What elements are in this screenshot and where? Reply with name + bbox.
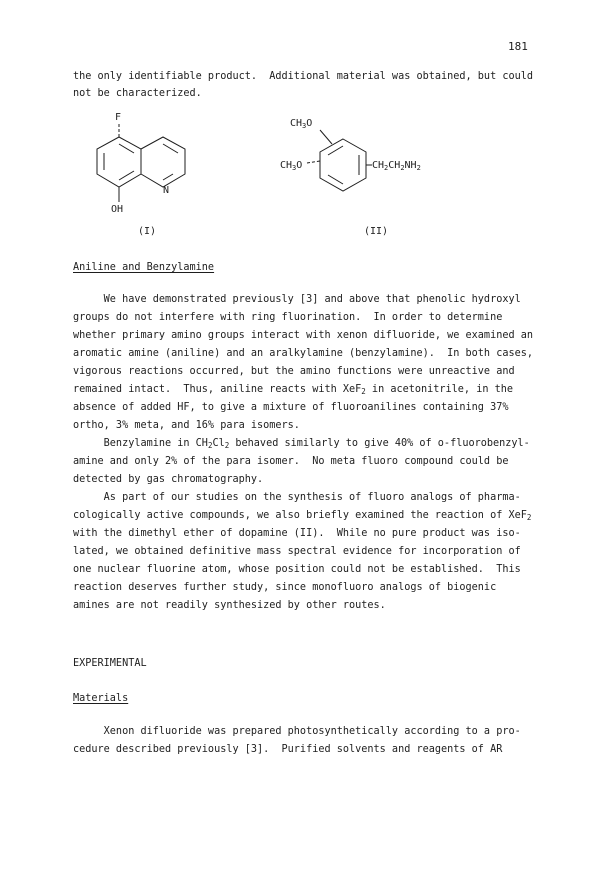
- section-heading-materials: Materials: [73, 693, 129, 704]
- text-line: cedure described previously [3]. Purified solvents and reagents of AR: [73, 744, 503, 755]
- text-line: one nuclear fluorine atom, whose position could not be established. This: [73, 564, 521, 575]
- text-line: aromatic amine (aniline) and an aralkylamine (benzylamine). In both cases,: [73, 348, 534, 359]
- section-heading-aniline: Aniline and Benzylamine: [73, 262, 215, 273]
- ring-nitrogen: N: [163, 185, 170, 196]
- text-line: Benzylamine in $CH_2Cl_2$ behaved similarly to give 40% of o-fluorobenzyl-: [73, 438, 530, 450]
- intro-line-1: the only identifiable product. Additional material was obtained, but could: [73, 71, 534, 82]
- text-line: with the dimethyl ether of dopamine (II). While no pure product was iso-: [73, 528, 521, 539]
- text-line: lated, we obtained definitive mass spectral evidence for incorporation of: [73, 546, 521, 557]
- hydroxyl-substituent: OH: [111, 204, 124, 215]
- text-line: amine and only 2% of the para isomer. No meta fluoro compound could be: [73, 456, 509, 467]
- text-line: absence of added HF, to give a mixture of fluoroanilines containing 37%: [73, 402, 509, 413]
- text-line: cologically active compounds, we also briefly examined the reaction of XeF$_2$: [73, 510, 532, 522]
- fluoro-substituent: F: [115, 112, 122, 123]
- text-line: Xenon difluoride was prepared photosynthetically according to a pro-: [73, 726, 521, 737]
- text-line: whether primary amino groups interact with xenon difluoride, we examined an: [73, 330, 534, 341]
- structure-ii-label: (II): [364, 226, 389, 237]
- section-heading-experimental: EXPERIMENTAL: [73, 658, 147, 669]
- text-line: vigorous reactions occurred, but the amino functions were unreactive and: [73, 366, 515, 377]
- text-line: We have demonstrated previously [3] and above that phenolic hydroxyl: [73, 294, 521, 305]
- structure-i: [90, 108, 230, 248]
- top-methoxy: CH3O: [290, 118, 313, 130]
- text-line: ortho, 3% meta, and 16% para isomers.: [73, 420, 300, 431]
- intro-line-2: not be characterized.: [73, 88, 202, 99]
- text-line: amines are not readily synthesized by other routes.: [73, 600, 386, 611]
- text-line: As part of our studies on the synthesis of fluoro analogs of pharma-: [73, 492, 521, 503]
- text-line: remained intact. Thus, aniline reacts with XeF$_2$ in acetonitrile, in the: [73, 384, 513, 396]
- structure-ii: [260, 108, 460, 248]
- page-number: 181: [508, 40, 528, 53]
- structure-i-label: (I): [138, 226, 157, 237]
- text-line: reaction deserves further study, since monofluoro analogs of biogenic: [73, 582, 497, 593]
- left-methoxy: CH3O: [280, 160, 303, 172]
- text-line: groups do not interfere with ring fluorination. In order to determine: [73, 312, 503, 323]
- ethylamine-chain: CH2CH2NH2: [372, 160, 421, 172]
- text-line: detected by gas chromatography.: [73, 474, 264, 485]
